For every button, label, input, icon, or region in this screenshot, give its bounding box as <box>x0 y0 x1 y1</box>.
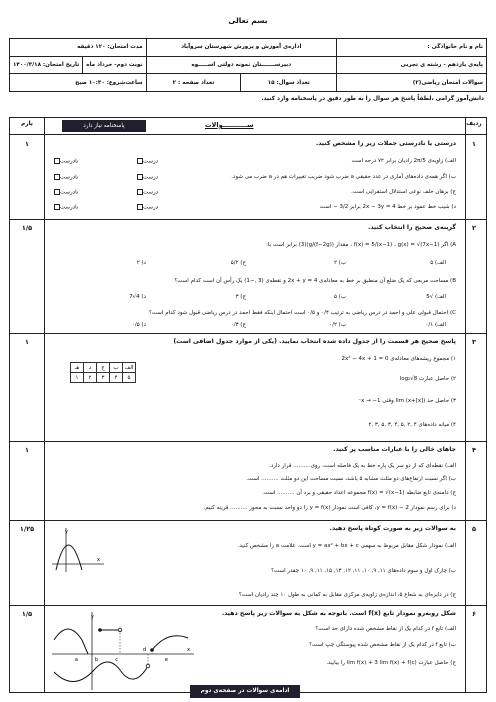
q2-option: د) 4√7 <box>129 294 146 300</box>
table-header-row <box>10 118 486 135</box>
false-label: نادرست <box>60 174 79 181</box>
page-title: بسم تعالی <box>228 16 268 25</box>
greeting-note: دانش‌آموز گرامی ،لطفاً پاسخ هر سوال را به طور دقیق در پاسخنامه وارد کنید. <box>261 96 484 102</box>
q6-item: الف) تابع f در کدام یک از نقاط مشخص شده دارای حد است؟ <box>315 626 456 632</box>
match-header: الف <box>123 363 136 373</box>
function-graph <box>48 610 198 692</box>
question-number: ۳ <box>472 338 476 346</box>
q5-item: ب) چارک اول و سوم داده‌های ۱۱, ۹, ۱۰, ۱۱, ۱۲, ۱۳, ۱۵, ۱۱, ۹, ۱۰ چقدر است؟ <box>271 568 456 574</box>
exam-session: نوبت دوم- خرداد ماه <box>83 56 146 74</box>
false-option[interactable] <box>52 204 78 211</box>
exam-duration: مدت امتحان: ۱۲۰ دقیقه <box>10 39 147 57</box>
q2-option: د) ۰/۵ <box>131 322 146 328</box>
true-option[interactable] <box>135 189 158 196</box>
q2-option: الف) ۵ <box>430 260 446 266</box>
questions-table <box>9 117 487 693</box>
school-name: دبیرســـــــتان نمونه دولتی اســـــوه <box>146 56 336 74</box>
point-label-b: b <box>94 657 98 663</box>
q4-item: ب) اگر نسبت ارتفاع‌های دو مثلث مشابه ۵ باشد، نسبت مساحت این دو مثلث .......... است. <box>246 476 456 482</box>
question-number: ۴ <box>472 446 476 454</box>
q1-item: د) شیب خط عمود بر خط 2x − 3y = 4 برابر 3/2 − است <box>319 204 456 210</box>
question-score: ۱ <box>25 446 29 454</box>
question-title: جاهای خالی را با عبارات مناسب پر کنید. <box>333 446 456 453</box>
false-label: نادرست <box>60 189 79 196</box>
true-label: درست <box>143 189 159 196</box>
match-value: ۳ <box>97 373 110 383</box>
q4-item: ج) دامنه‌ی تابع ضابطه f(x) = √(x−1) مجموعه اعداد حقیقی و برد آن .......... است. <box>262 490 456 496</box>
match-header: ج <box>97 363 110 373</box>
point-label-a: a <box>74 657 78 663</box>
point-label-e: e <box>164 657 168 663</box>
q2-option: ب) ۲ <box>333 260 346 266</box>
q4-item: الف) نقطه‌ای که از دو سر یک پاره خط به یک فاصله است، روی.......... قرار دارد. <box>269 463 456 469</box>
question-score: ۱/۲۵ <box>19 525 35 533</box>
q5-item: ج) در دایره‌ای به شعاع ۵، اندازه‌ی زاویه‌ی مرکزی مقابل به کمانی به طول ۱۰ چند رادیان است؟ <box>238 592 456 598</box>
grade-label: پایه‌ی یازدهم - رشته ی تجربی <box>337 56 487 74</box>
question-score: ۱ <box>25 140 29 148</box>
closed-point <box>98 628 102 632</box>
match-header: د <box>84 363 97 373</box>
row-header: ردیف <box>466 121 482 127</box>
question-number: ۶ <box>472 610 476 618</box>
q6-item: ج) حاصل عبارت lim f(x) + 3 lim f(x) + f(c) را بیابید. <box>326 660 456 666</box>
true-label: درست <box>143 158 159 165</box>
false-option[interactable] <box>52 189 78 196</box>
question-title: شکل روبه‌رو نمودار تابع f(x) است. باتوجه به شکل به سوالات زیر پاسخ دهید. <box>221 610 456 617</box>
question-score: ۱ <box>25 338 29 346</box>
false-label: نادرست <box>60 158 79 165</box>
q3-item: ۱) مجموع ریشه‌های معادله‌ی 2x² − 4x + 1 = 0 <box>341 356 456 362</box>
q2-option: ب) ۰/۲ <box>329 322 346 328</box>
true-label: درست <box>143 174 159 181</box>
q2-option: ج) ۰/۳ <box>230 322 246 328</box>
row-divider <box>10 520 486 521</box>
y-axis-label: y <box>91 614 94 620</box>
exam-header-table <box>9 38 487 92</box>
false-option[interactable] <box>52 158 78 165</box>
questions-header: ســـــــــــوالات <box>205 121 254 129</box>
exam-subject: سوالات امتحان ریاضی(۲) <box>337 74 487 92</box>
parabola-graph <box>48 524 108 574</box>
row-divider <box>10 219 486 220</box>
parabola-curve <box>56 545 82 570</box>
curve-segment <box>152 636 188 650</box>
row-divider <box>10 441 486 442</box>
point-label-c: c <box>115 657 118 663</box>
false-option[interactable] <box>52 174 78 181</box>
page-count: تعداد صفحه : ۲ <box>146 74 241 92</box>
org-name: اداره‌ی آموزش و پرورش شهرستان سروآباد <box>146 39 336 57</box>
exam-date: تاریخ امتحان: ۱۴۰۰/۳/۱۸ <box>10 56 83 74</box>
match-header: هـ <box>71 363 84 373</box>
q2-option: ج) ۳ <box>235 294 246 300</box>
false-label: نادرست <box>60 204 79 211</box>
question-title: درستی یا نادرستی جملات زیر را مشخص کنید. <box>315 140 456 147</box>
match-value: ۵ <box>123 373 136 383</box>
q3-item: ۴) میانه داده‌های ۴ ,۲ ,۵ ,۴ ,۳ ,۵ ,۳ ,۲ <box>368 422 456 428</box>
q2-option: ج) ۵/۲ <box>230 260 246 266</box>
true-option[interactable] <box>135 174 158 181</box>
q3-item: ۳) حاصل حد lim (x+[x]) وقتی x → −1⁻ <box>358 398 456 404</box>
question-number: ۲ <box>472 224 476 232</box>
q2-option: ب) ۵ <box>333 294 346 300</box>
question-title: به سوالات زیر به صورت کوتاه پاسخ دهید. <box>329 525 456 532</box>
q3-item: ۲) حاصل عبارت log₂√8 <box>399 376 456 382</box>
question-number: ۱ <box>472 140 476 148</box>
q2-option: الف) √5 <box>426 294 446 300</box>
match-header: ب <box>110 363 123 373</box>
answer-sheet-badge: پاسخنامه نیاز دارد <box>62 120 146 132</box>
row-divider <box>10 333 486 334</box>
question-title: گزینه‌ی صحیح را انتخاب کنید. <box>368 224 456 231</box>
student-name-label: نام و نام خانوادگی : <box>337 39 487 57</box>
continued-footer: ادامه‌ی سوالات در صفحه‌ی دوم <box>190 685 300 698</box>
curve-segment <box>54 662 148 682</box>
q5-item: الف) نمودار شکل مقابل مربوط به سهمی y = ax² + bx + c است. علامت a را مشخص کنید. <box>237 543 456 549</box>
q2-option: د) ۲ <box>136 260 146 266</box>
q6-item: ب) تابع f در کدام یک از نقاط مشخص شده پیوستگی چپ است؟ <box>309 642 456 648</box>
score-header: بارم <box>21 121 33 127</box>
question-title: پاسخ صحیح هر قسمت را از جدول داده شده انتخاب نمایید. (یکی از موارد جدول اضافی است) <box>173 338 456 345</box>
q4-item: د) برای رسم نمودار y = f(x) − 2، کافی است نمودار y = f(x) را دو واحد نسبت به محور .......... قرینه کنیم. <box>203 505 456 511</box>
y-axis-label: y <box>65 529 68 535</box>
question-count: تعداد سوال: ۱۵ <box>241 74 337 92</box>
true-option[interactable] <box>135 204 158 211</box>
row-divider <box>10 605 486 606</box>
q2-part-a: A) اگر f(x) = 5/(x−1) ، g(x) = √(7x−1) ، مقدار ((f−2g)/g)(3) برابر است با: <box>266 242 456 248</box>
q1-item: ج) برهان خلف نوعی استدلال استقرایی است. <box>351 189 456 195</box>
q2-part-b: B) مساحت مربعی که یک ضلع آن منطبق بر خط به معادله‌ی 2x + y = 4 و نقطه‌ی (3 ,−1) یک رأس آن است کدام است؟ <box>174 278 456 284</box>
match-value: ۱ <box>71 373 84 383</box>
x-axis-label: x <box>187 647 190 653</box>
question-number: ۵ <box>472 525 476 533</box>
curve-segment <box>54 629 88 654</box>
question-score: ۱/۵ <box>21 610 33 618</box>
q2-option: الف) ۰/۱ <box>425 322 446 328</box>
x-axis-label: x <box>97 557 100 563</box>
start-time: ساعت‌شروع: ۱۰:۳۰ صبح <box>10 74 147 92</box>
match-value: ۴ <box>110 373 123 383</box>
true-option[interactable] <box>135 158 158 165</box>
true-label: درست <box>143 204 159 211</box>
q1-item: الف) زاویه‌ی 2π/5 رادیان برابر ۷۲ درجه است <box>351 158 456 164</box>
point-label-d: d <box>142 647 146 653</box>
match-value: ۲ <box>84 373 97 383</box>
q2-part-c: C) احتمال قبولی علی و احمد در درس ریاضی به ترتیب ۰/۴ و ۰/۵ است احتمال اینکه فقط احمد در درس ریاضی قبول شود کدام است؟ <box>148 310 456 316</box>
q1-item: ب) اگر همه‌ی داده‌های آماری در عدد حقیقی a ضرب شود ضریب تغییرات هم در a ضرب می شود. <box>231 174 456 180</box>
question-score: ۱/۵ <box>21 224 33 232</box>
matching-table <box>70 362 136 383</box>
